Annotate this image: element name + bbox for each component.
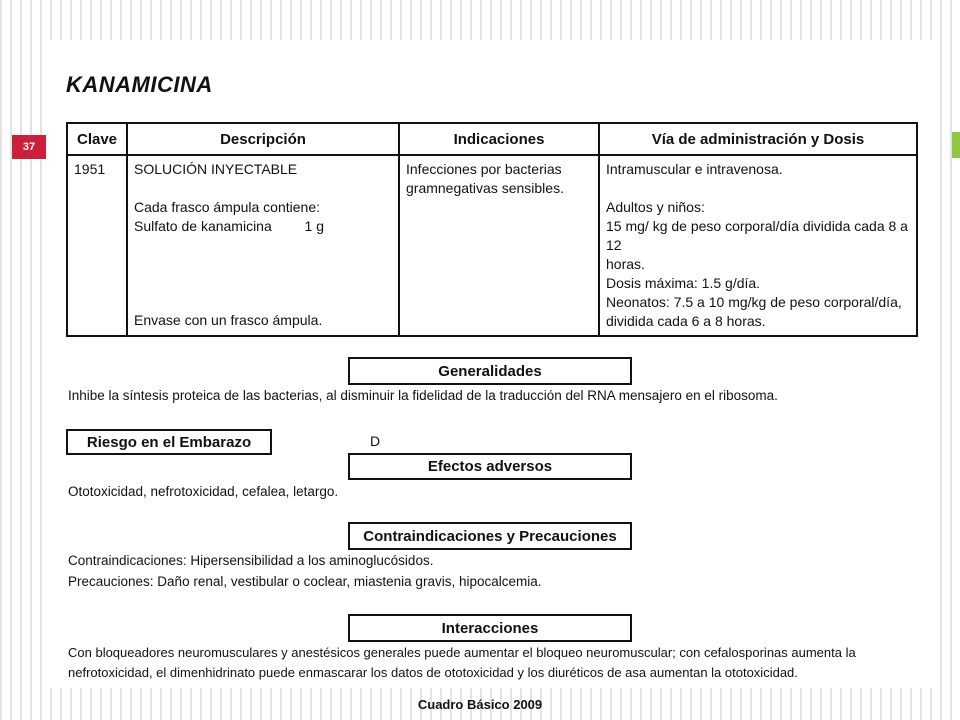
header-clave: Clave — [67, 123, 127, 155]
slide-footer: Cuadro Básico 2009 — [417, 697, 543, 712]
cell-indicaciones — [399, 155, 599, 336]
cell-via — [599, 155, 917, 336]
via-line: Dosis máxima: 1.5 g/día. — [606, 275, 761, 291]
riesgo-value: D — [370, 433, 381, 449]
generalidades-heading-label: Generalidades — [438, 362, 542, 380]
contraindicaciones-line: Contraindicaciones: Hipersensibilidad a los aminoglucósidos. — [68, 553, 434, 568]
via-line: horas. — [606, 256, 645, 272]
efectos-heading — [348, 453, 632, 480]
efectos-heading-label: Efectos adversos — [427, 458, 553, 475]
interacciones-line: nefrotoxicidad, el dimenhidrinato puede enmascarar los datos de ototoxicidad y los diuréticos de asa aumentan la ototoxicidad. — [68, 665, 798, 680]
page-number-badge — [12, 135, 46, 159]
header-via: Vía de administración y Dosis — [599, 123, 917, 155]
interacciones-heading-label: Interacciones — [441, 619, 539, 637]
table-header-row — [67, 123, 917, 155]
cell-clave: 1951 — [67, 155, 127, 336]
page-number: 37 — [22, 141, 36, 153]
header-indicaciones: Indicaciones — [399, 123, 599, 155]
drug-title: KANAMICINA — [66, 72, 213, 97]
via-line: dividida cada 6 a 8 horas. — [606, 313, 766, 329]
interacciones-line: Con bloqueadores neuromusculares y anestésicos generales puede aumentar el bloqueo neuromuscular; con cefalosporinas aumenta la — [68, 645, 856, 660]
header-descripcion: Descripción — [127, 123, 399, 155]
table-row — [67, 155, 917, 336]
green-accent-mark — [952, 132, 960, 158]
desc-contiene: Cada frasco ámpula contiene: — [134, 199, 320, 215]
cell-descripcion — [127, 155, 399, 336]
via-line: 15 mg/ kg de peso corporal/día dividida cada 8 a 12 — [606, 218, 908, 253]
ind-line: Infecciones por bacterias — [406, 161, 562, 177]
via-line: Intramuscular e intravenosa. — [606, 161, 783, 177]
interacciones-heading — [348, 614, 632, 642]
generalidades-heading — [348, 357, 632, 385]
contraindicaciones-heading — [348, 522, 632, 550]
desc-dose: 1 g — [304, 218, 324, 234]
desc-title: SOLUCIÓN INYECTABLE — [134, 161, 298, 177]
desc-sulfato: Sulfato de kanamicina — [134, 218, 272, 234]
via-line: Adultos y niños: — [606, 199, 705, 215]
riesgo-heading-label: Riesgo en el Embarazo — [86, 433, 252, 451]
efectos-text: Ototoxicidad, nefrotoxicidad, cefalea, letargo. — [68, 484, 339, 499]
generalidades-text: Inhibe la síntesis proteica de las bacterias, al disminuir la fidelidad de la traducción del RNA mensajero en el ribosoma. — [68, 388, 778, 403]
ind-line: gramnegativas sensibles. — [406, 180, 564, 196]
precauciones-line: Precauciones: Daño renal, vestibular o coclear, miastenia gravis, hipocalcemia. — [68, 574, 542, 589]
desc-envase: Envase con un frasco ámpula. — [134, 312, 323, 328]
contraindicaciones-heading-label: Contraindicaciones y Precauciones — [363, 527, 617, 545]
riesgo-heading — [66, 429, 272, 455]
via-line: Neonatos: 7.5 a 10 mg/kg de peso corporal/día, — [606, 294, 902, 310]
medication-table — [66, 122, 918, 337]
